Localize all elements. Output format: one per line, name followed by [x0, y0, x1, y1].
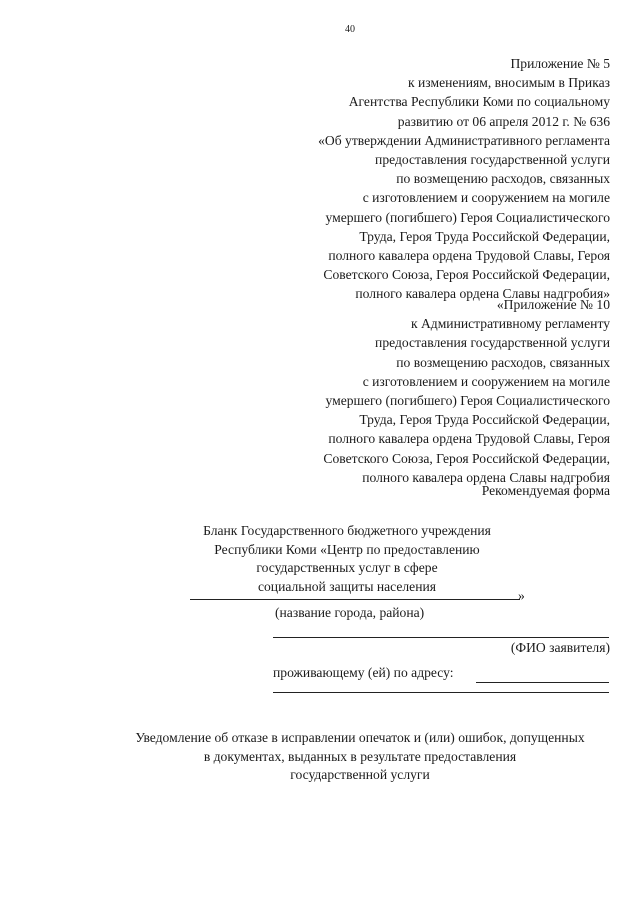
regulation-header-line: «Приложение № 10 — [496, 297, 610, 312]
page-number: 40 — [345, 24, 355, 35]
address-field-label: проживающему (ей) по адресу: — [273, 665, 454, 680]
letterhead-closing-quote: » — [518, 588, 525, 603]
notice-title-line: в документах, выданных в результате предоставления — [203, 748, 517, 764]
appendix-header-line: полного кавалера ордена Трудовой Славы, Героя — [328, 248, 610, 264]
regulation-header-line: к Административному регламенту — [410, 316, 610, 332]
appendix-header-line: предоставления государственной услуги — [375, 152, 610, 168]
regulation-header-line: с изготовлением и сооружением на могиле — [362, 373, 610, 389]
letterhead — [174, 522, 520, 596]
letterhead-line: Бланк Государственного бюджетного учреждения — [203, 523, 491, 538]
recommended-form-label: Рекомендуемая форма — [481, 483, 610, 498]
appendix-header — [318, 54, 610, 304]
regulation-header-line: предоставления государственной услуги — [375, 335, 610, 351]
letterhead-line: социальной защиты населения — [257, 578, 437, 594]
regulation-header — [323, 295, 610, 487]
regulation-header-line: по возмещению расходов, связанных — [396, 354, 610, 370]
appendix-header-line: Приложение № 5 — [510, 56, 610, 71]
letterhead-line: государственных услуг в сфере — [256, 560, 438, 575]
appendix-header-line: развитию от 06 апреля 2012 г. № 636 — [397, 113, 610, 129]
address-blank-line-2[interactable] — [273, 692, 609, 693]
city-blank-line[interactable] — [190, 599, 520, 600]
address-row — [273, 665, 609, 681]
appendix-header-line: по возмещению расходов, связанных — [396, 171, 610, 187]
notice-title-line: государственной услуги — [290, 767, 430, 782]
appendix-header-line: к изменениям, вносимым в Приказ — [408, 75, 610, 91]
appendix-header-line: полного кавалера ордена Славы надгробия» — [355, 286, 610, 302]
appendix-header-line: Труда, Героя Труда Российской Федерации, — [359, 228, 610, 244]
appendix-header-line: с изготовлением и сооружением на могиле — [362, 190, 610, 206]
city-field-label: (название города, района) — [275, 605, 425, 620]
regulation-header-line: умершего (погибшего) Героя Социалистического — [325, 393, 610, 409]
fio-blank-line[interactable] — [273, 637, 609, 638]
letterhead-line: Республики Коми «Центр по предоставлению — [214, 541, 480, 557]
regulation-header-line: полного кавалера ордена Трудовой Славы, Героя — [328, 431, 610, 447]
regulation-header-line: полного кавалера ордена Славы надгробия — [362, 469, 610, 485]
address-blank-line[interactable] — [476, 682, 609, 683]
appendix-header-line: умершего (погибшего) Героя Социалистического — [325, 209, 610, 225]
notice-title-line: Уведомление об отказе в исправлении опечаток и (или) ошибок, допущенных — [135, 730, 585, 745]
fio-field-label: (ФИО заявителя) — [510, 640, 610, 655]
appendix-header-line: Агентства Республики Коми по социальному — [348, 94, 610, 110]
appendix-header-line: Советского Союза, Героя Российской Федерации, — [323, 267, 610, 283]
appendix-header-line: «Об утверждении Административного регламента — [318, 132, 610, 148]
notice-title — [100, 729, 620, 785]
regulation-header-line: Советского Союза, Героя Российской Федерации, — [323, 450, 610, 466]
regulation-header-line: Труда, Героя Труда Российской Федерации, — [359, 412, 610, 428]
